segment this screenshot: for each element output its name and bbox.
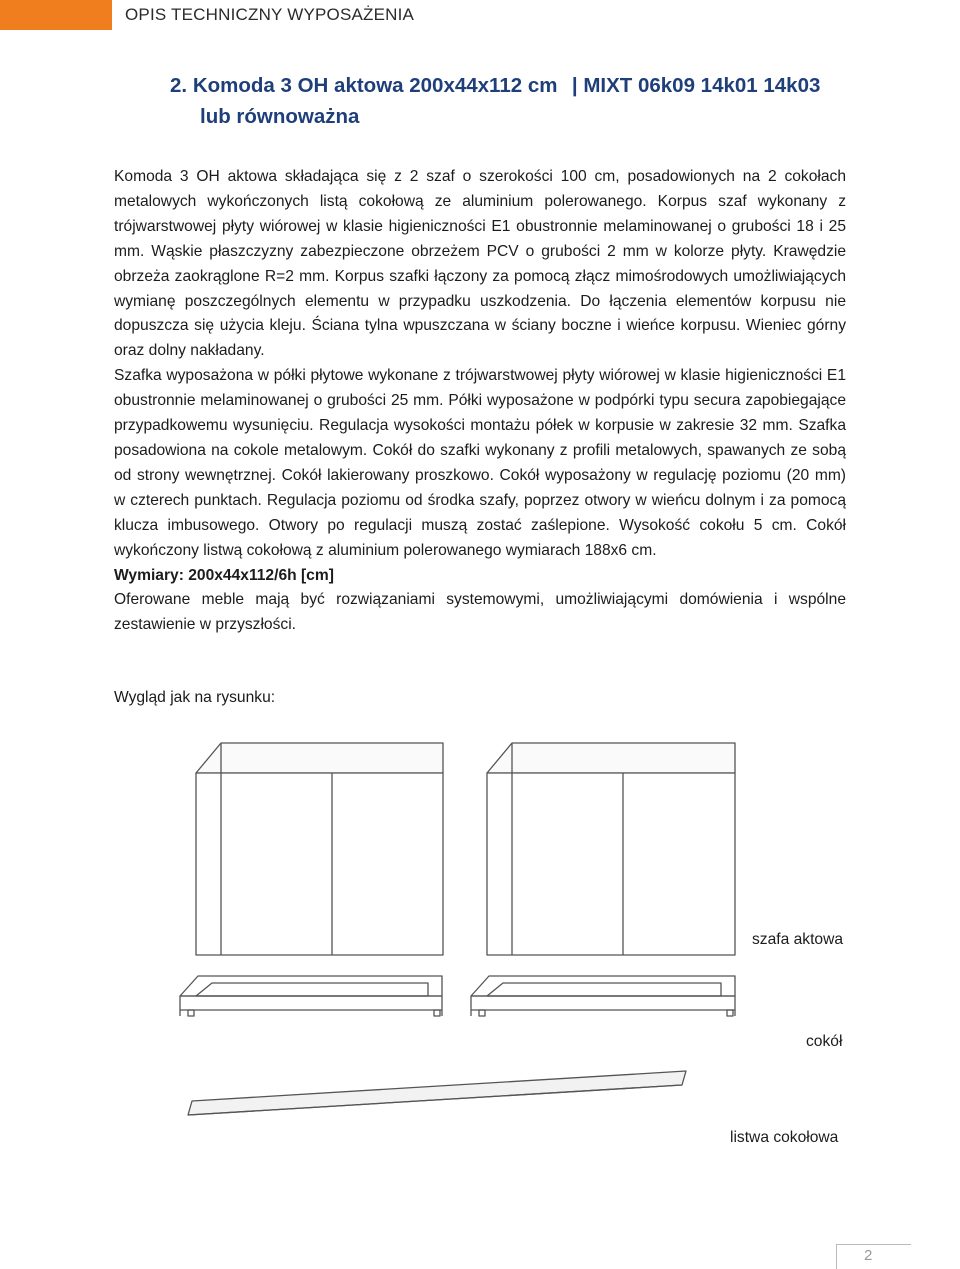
description-body (114, 165, 846, 638)
label-strip: listwa cokołowa (730, 1129, 839, 1146)
footer-page-box (836, 1244, 911, 1269)
heading-separator: | (571, 74, 578, 97)
heading-code: MIXT 06k09 14k01 14k03 (583, 74, 821, 97)
paragraph-system: Oferowane meble mają być rozwiązaniami systemowymi, umożliwiającymi domówienia i wspólne zestawienie w przyszłości. (114, 591, 846, 634)
drawing-intro: Wygląd jak na rysunku: (114, 689, 276, 706)
cabinet-left-drawing (196, 743, 443, 955)
section-heading (170, 70, 870, 132)
label-plinth: cokół (806, 1033, 843, 1050)
plinth-right-drawing (471, 976, 735, 1016)
header-title: OPIS TECHNICZNY WYPOSAŻENIA (125, 5, 415, 24)
cabinet-right-drawing (487, 743, 735, 955)
paragraph-equipment: Szafka wyposażona w półki płytowe wykonane z trójwarstwowej płyty wiórowej w klasie higieniczności E1 obustronnie melaminowanej o grubości 25 mm. Półki wyposażone w podpórki typu secura zapobiegające przypadkowemu wysunięciu. Regulacja wysokości montażu półek w korpusie w zakresie 32 mm. Szafka posadowiona na cokole metalowym. Cokół do szafki wykonany z profili metalowych, spawanych ze sobą od strony wewnętrznej. Cokół lakierowany proszkowo. Cokół wyposażony w regulację poziomu (20 mm) w czterech punktach. Regulacja poziomu od środka szafy, poprzez otwory w wieńcu dolnym i za pomocą klucza imbusowego. Otwory po regulacji muszą zostać zaślepione. Wysokość cokołu 5 cm. Cokół wykończony listwą cokołową z aluminium polerowanego wymiarach 188x6 cm. (114, 367, 846, 559)
heading-title: Komoda 3 OH aktowa 200x44x112 cm (192, 74, 558, 97)
heading-line-2: lub równoważna (200, 105, 360, 128)
paragraph-construction: Komoda 3 OH aktowa składająca się z 2 szaf o szerokości 100 cm, posadowionych na 2 cokołach metalowych wykończonych listą cokołową ze aluminium polerowanego. Korpus szaf wykonany z trójwarstwowej płyty wiórowej w klasie higieniczności E1 obustronnie melaminowanej o grubości 18 i 25 mm. Wąskie płaszczyzny zabezpieczone obrzeżem PCV o grubości 2 mm w kolorze płyty. Krawędzie obrzeża zaokrąglone R=2 mm. Korpus szafki łączony za pomocą złącz mimośrodowych umożliwiających wymianę poszczególnych elementu w przypadku uszkodzenia. Do łączenia elementów korpusu nie dopuszcza się użycia kleju. Ściana tylna wpuszczana w ściany boczne i wieńce korpusu. Wieniec górny oraz dolny nakładany. (114, 168, 846, 360)
heading-number: 2. (170, 74, 188, 97)
page-number: 2 (864, 1247, 873, 1264)
heading-line-1 (170, 70, 870, 101)
header-accent-bar (0, 0, 112, 30)
plinth-strip-drawing (188, 1071, 686, 1115)
dimensions-line: Wymiary: 200x44x112/6h [cm] (114, 566, 334, 584)
label-cabinet: szafa aktowa (752, 931, 844, 948)
plinth-left-drawing (180, 976, 442, 1016)
